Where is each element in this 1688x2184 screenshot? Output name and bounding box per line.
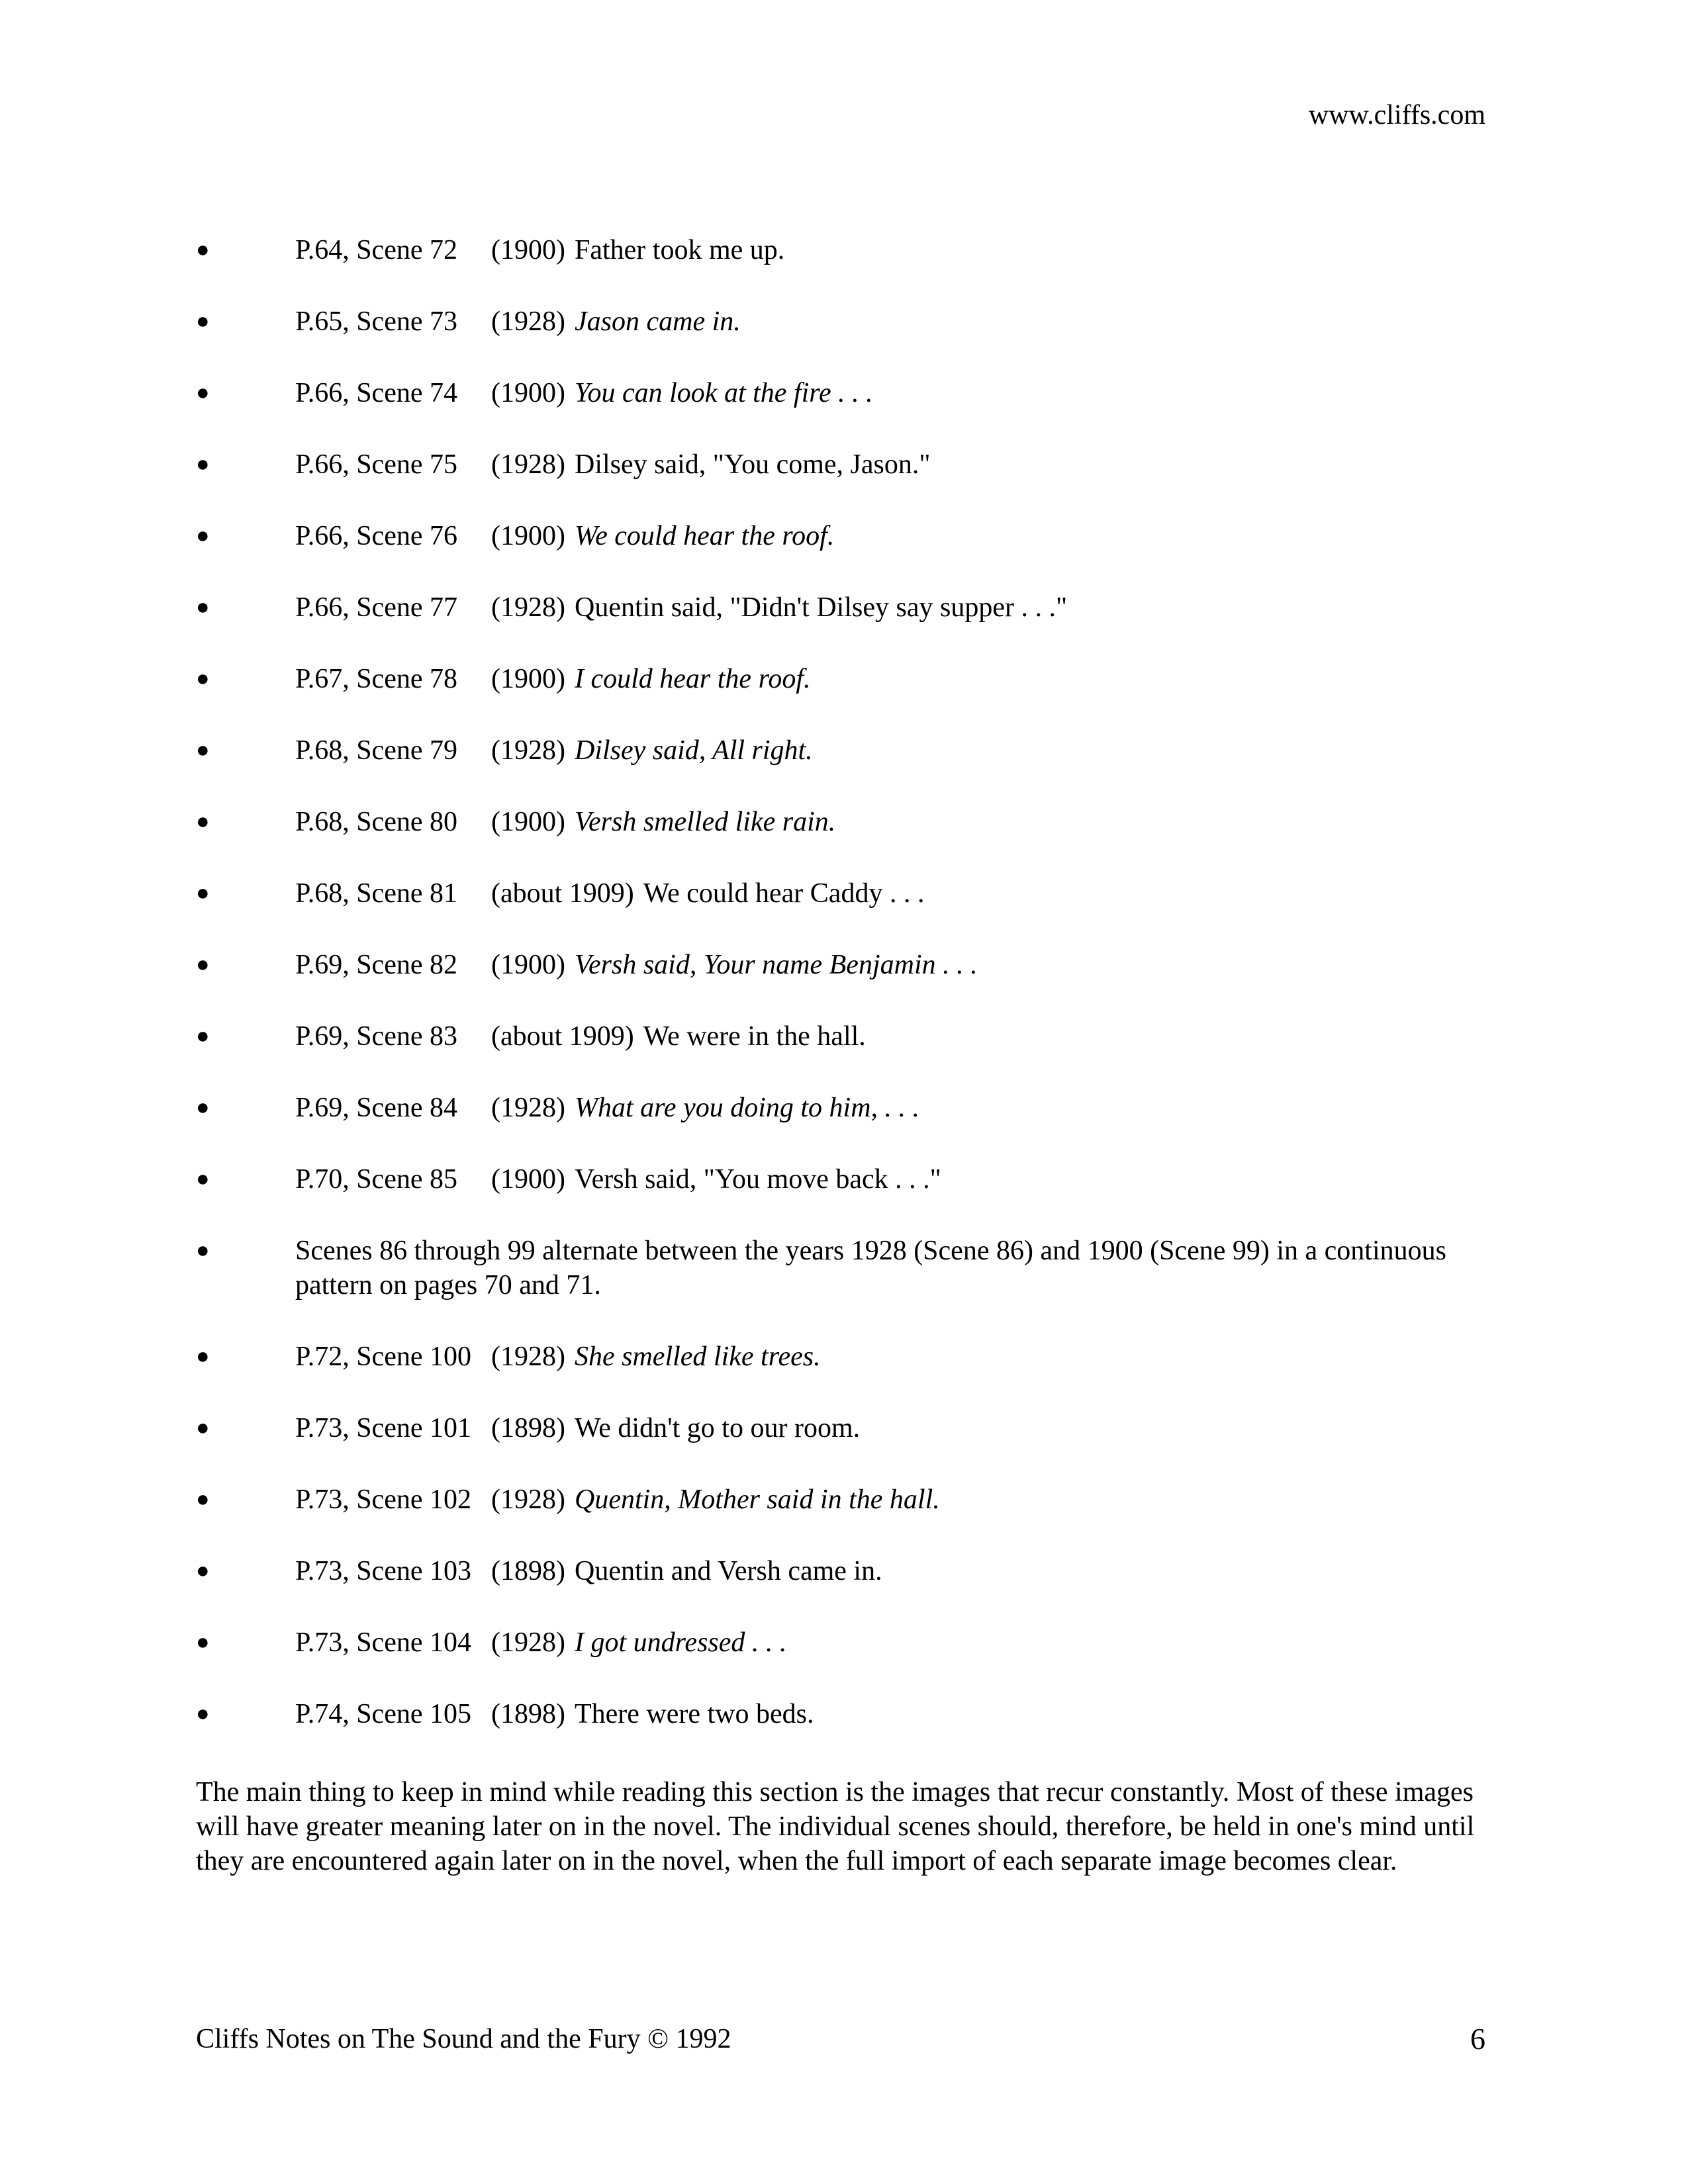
list-item xyxy=(196,447,1480,519)
list-item xyxy=(196,376,1480,447)
scene-year: (1928) xyxy=(491,735,565,766)
page-scene: P.68, Scene 79 xyxy=(295,735,457,766)
footer-title: Cliffs Notes on The Sound and the Fury © 1992 xyxy=(196,2024,731,2054)
page-scene: P.73, Scene 101 xyxy=(295,1413,471,1443)
page-scene: P.68, Scene 80 xyxy=(295,807,457,837)
scene-quote: We could hear the roof. xyxy=(574,521,835,551)
bullet-icon: ● xyxy=(196,881,210,905)
scene-year: (1900) xyxy=(491,1164,565,1195)
page-scene: P.69, Scene 82 xyxy=(295,950,457,980)
scene-quote: Father took me up. xyxy=(574,235,785,265)
scene-quote: Versh said, "You move back . . ." xyxy=(574,1164,941,1195)
page-scene: P.69, Scene 84 xyxy=(295,1093,457,1123)
bullet-icon: ● xyxy=(196,1024,210,1048)
scene-year: (1900) xyxy=(491,235,565,265)
scene-quote: Versh said, Your name Benjamin . . . xyxy=(574,950,978,980)
bullet-icon: ● xyxy=(196,1095,210,1120)
page-scene: P.66, Scene 75 xyxy=(295,449,457,480)
page-scene: P.68, Scene 81 xyxy=(295,878,457,909)
scene-year: (1900) xyxy=(491,664,565,694)
list-item xyxy=(196,304,1480,376)
page-scene: P.72, Scene 100 xyxy=(295,1342,471,1372)
page-scene: P.69, Scene 83 xyxy=(295,1021,457,1052)
list-item xyxy=(196,948,1480,1019)
scene-year: (1900) xyxy=(491,807,565,837)
page-scene: P.65, Scene 73 xyxy=(295,306,457,337)
list-item xyxy=(196,590,1480,662)
list-item xyxy=(196,519,1480,590)
scene-year: (1928) xyxy=(491,1627,565,1658)
page-scene: P.73, Scene 103 xyxy=(295,1556,471,1586)
bullet-icon: ● xyxy=(196,1487,210,1512)
scene-year: (about 1909) xyxy=(491,1021,634,1052)
scene-year: (1928) xyxy=(491,306,565,337)
bullet-icon: ● xyxy=(196,523,210,548)
scene-quote: Dilsey said, "You come, Jason." xyxy=(574,449,931,480)
scene-quote: I could hear the roof. xyxy=(574,664,811,694)
list-item xyxy=(196,876,1480,948)
scene-list xyxy=(196,233,1480,1768)
scene-quote: I got undressed . . . xyxy=(574,1627,787,1658)
scene-quote: Quentin said, "Didn't Dilsey say supper . . ." xyxy=(574,592,1068,623)
bullet-icon: ● xyxy=(196,1559,210,1583)
scene-year: (1928) xyxy=(491,449,565,480)
bullet-icon: ● xyxy=(196,1416,210,1440)
scene-year: (1900) xyxy=(491,950,565,980)
page-number: 6 xyxy=(1470,2022,1485,2056)
page-scene: P.73, Scene 102 xyxy=(295,1484,471,1515)
scene-quote: Jason came in. xyxy=(574,306,741,337)
scene-quote: We didn't go to our room. xyxy=(574,1413,861,1443)
page-scene: P.70, Scene 85 xyxy=(295,1164,457,1195)
summary-paragraph: The main thing to keep in mind while reading this section is the images that recur constantly. Most of these images will have greater meaning later on in the novel. The individual scenes should, therefore, be held in one's mind until they are encountered again later on in the novel, when the full import of each separate image becomes clear. xyxy=(196,1777,1475,1876)
scene-quote: There were two beds. xyxy=(574,1699,814,1729)
scene-quote: Versh smelled like rain. xyxy=(574,807,836,837)
list-item xyxy=(196,733,1480,805)
bullet-icon: ● xyxy=(196,595,210,619)
scenes-range-note: Scenes 86 through 99 alternate between the years 1928 (Scene 86) and 1900 (Scene 99) in a continuous pattern on pages 70 and 71. xyxy=(295,1236,1446,1300)
scene-quote: She smelled like trees. xyxy=(574,1342,821,1372)
scene-year: (1900) xyxy=(491,521,565,551)
scene-year: (1928) xyxy=(491,592,565,623)
bullet-icon: ● xyxy=(196,738,210,762)
bullet-icon: ● xyxy=(196,238,210,262)
list-item xyxy=(196,1697,1480,1768)
list-item xyxy=(196,233,1480,304)
scene-year: (1900) xyxy=(491,378,565,408)
list-item xyxy=(196,1019,1480,1091)
list-item xyxy=(196,1234,1480,1340)
page-scene: P.67, Scene 78 xyxy=(295,664,457,694)
bullet-icon: ● xyxy=(196,1344,210,1369)
list-item xyxy=(196,1091,1480,1162)
list-item xyxy=(196,1482,1480,1554)
bullet-icon: ● xyxy=(196,952,210,977)
list-item xyxy=(196,1554,1480,1625)
scene-quote: We were in the hall. xyxy=(643,1021,866,1052)
bullet-icon: ● xyxy=(196,1167,210,1191)
scene-year: (1928) xyxy=(491,1484,565,1515)
scene-year: (1928) xyxy=(491,1093,565,1123)
bullet-icon: ● xyxy=(196,1702,210,1726)
list-item xyxy=(196,1162,1480,1234)
list-item xyxy=(196,1411,1480,1482)
page-scene: P.74, Scene 105 xyxy=(295,1699,471,1729)
scene-year: (about 1909) xyxy=(491,878,634,909)
scene-quote: Quentin and Versh came in. xyxy=(574,1556,882,1586)
bullet-icon: ● xyxy=(196,309,210,334)
bullet-icon: ● xyxy=(196,809,210,834)
page-scene: P.66, Scene 74 xyxy=(295,378,457,408)
scene-quote: We could hear Caddy . . . xyxy=(643,878,925,909)
list-item xyxy=(196,805,1480,876)
bullet-icon: ● xyxy=(196,381,210,405)
page-scene: P.64, Scene 72 xyxy=(295,235,457,265)
list-item xyxy=(196,1340,1480,1411)
bullet-icon: ● xyxy=(196,1630,210,1655)
scene-year: (1898) xyxy=(491,1556,565,1586)
scene-quote: Dilsey said, All right. xyxy=(574,735,813,766)
scene-quote: You can look at the fire . . . xyxy=(574,378,873,408)
bullet-icon: ● xyxy=(196,666,210,691)
list-item xyxy=(196,662,1480,733)
bullet-icon: ● xyxy=(196,452,210,477)
page-scene: P.66, Scene 77 xyxy=(295,592,457,623)
scene-quote: What are you doing to him, . . . xyxy=(574,1093,920,1123)
page-scene: P.66, Scene 76 xyxy=(295,521,457,551)
scene-quote: Quentin, Mother said in the hall. xyxy=(574,1484,940,1515)
list-item xyxy=(196,1625,1480,1697)
scene-year: (1928) xyxy=(491,1342,565,1372)
bullet-icon: ● xyxy=(196,1238,210,1263)
header-url: www.cliffs.com xyxy=(1308,100,1485,130)
scene-year: (1898) xyxy=(491,1413,565,1443)
scene-year: (1898) xyxy=(491,1699,565,1729)
page-scene: P.73, Scene 104 xyxy=(295,1627,471,1658)
